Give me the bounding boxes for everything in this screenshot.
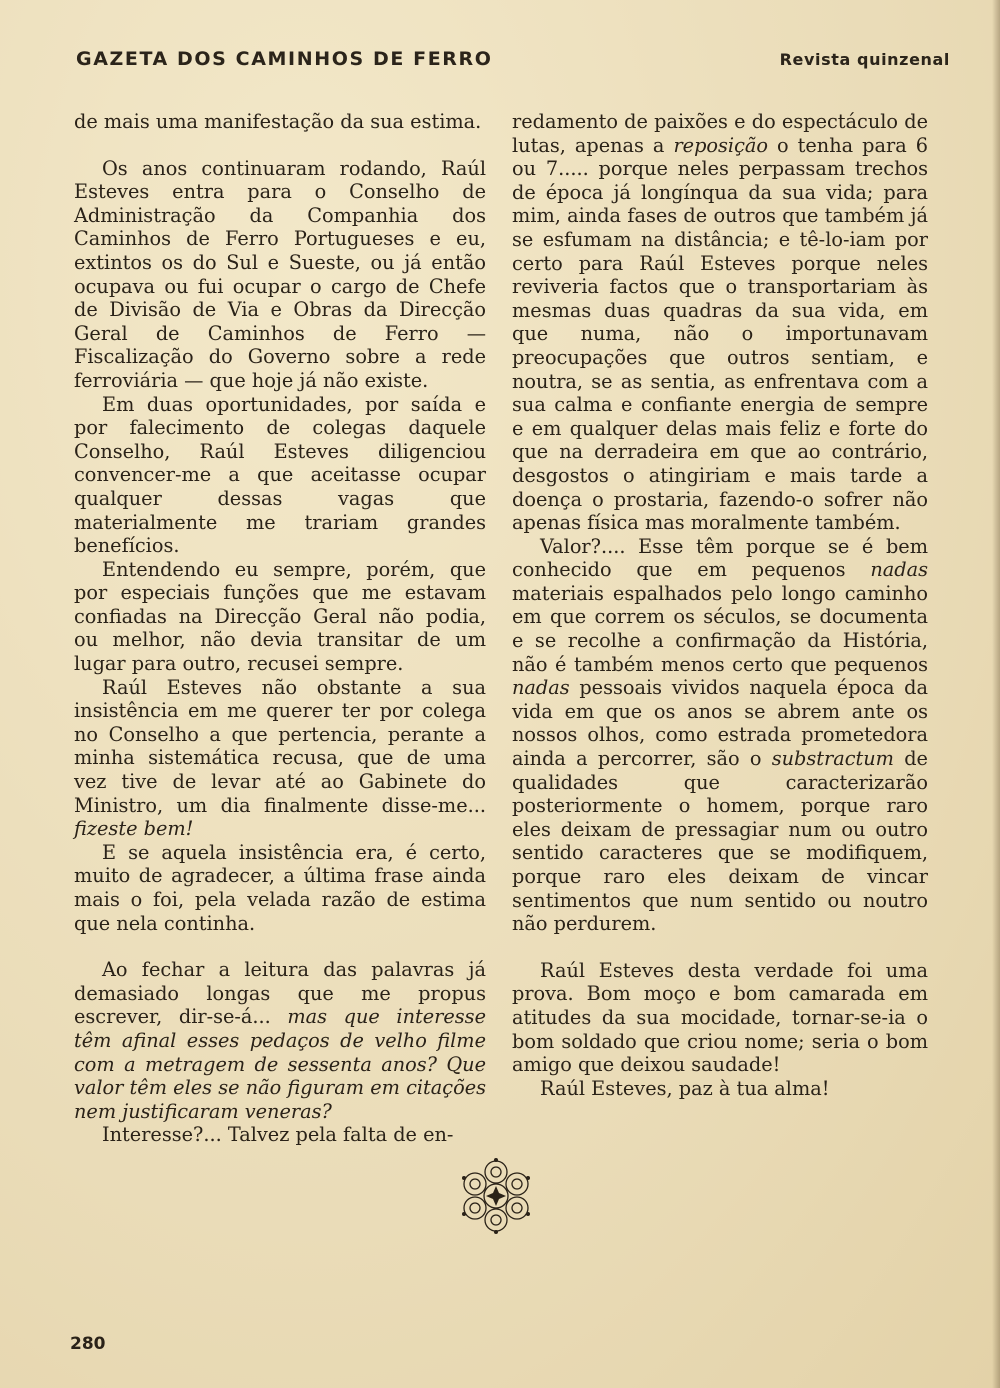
page-edge-shadow (992, 0, 1000, 1388)
text-run: pessoais vividos naquela época da vida em que os anos se abrem ante os nossos olhos, como estrada prometedora ainda a percorrer, são o (512, 676, 928, 771)
paragraph: Entendendo eu sempre, porém, que por especiais funções que me estavam confiadas na Direcção Geral não podia, ou melhor, não devia transitar de um lugar para outro, recusei sempre. (74, 557, 486, 676)
paragraph: de mais uma manifestação da sua estima. (74, 110, 482, 133)
paragraph (512, 110, 928, 535)
italic-run: mas que interesse têm afinal esses pedaços de velho filme com a metragem de sessenta anos? Que valor têm eles se não figuram em citações nem justificaram veneras? (74, 1005, 486, 1123)
journal-title: GAZETA DOS CAMINHOS DE FERRO (76, 48, 493, 70)
right-column (512, 110, 928, 1100)
paragraph (74, 958, 486, 1123)
running-header (76, 48, 950, 78)
italic-run: substractum (771, 747, 894, 771)
paragraph: Raúl Esteves desta verdade foi uma prova. Bom moço e bom camarada em atitudes da sua mocidade, tornar-se-ia o bom soldado que criou nome; seria o bom amigo que deixou saudade! (512, 958, 928, 1077)
text-run: Valor?.... Esse têm porque se é bem conhecido que em pequenos (512, 534, 928, 582)
text-run: de qualidades que caracterizarão posteriormente o homem, porque raro eles deixam de pressagiar num ou outro sentido caracteres que se modifiquem, porque raro eles deixam de vincar sentimentos que num sentido ou noutro não perdurem. (512, 747, 928, 936)
paragraph: Raúl Esteves, paz à tua alma! (540, 1076, 830, 1100)
italic-run: nadas (512, 676, 570, 700)
italic-run: fizeste bem! (74, 817, 194, 841)
paragraph (512, 535, 928, 936)
paragraph: Interesse?... Talvez pela falta de en- (102, 1123, 454, 1147)
italic-run: reposição (673, 133, 768, 157)
paragraph: Em duas oportunidades, por saída e por falecimento de colegas daquele Conselho, Raúl Esteves diligenciou convencer-me a que aceitasse ocupar qualquer dessas vagas que materialmente me trariam grandes benefícios. (74, 392, 486, 558)
paragraph (74, 676, 486, 841)
paragraph: E se aquela insistência era, é certo, muito de agradecer, a última frase ainda mais o foi, pela velada razão de estima que nela continha. (74, 840, 486, 935)
text-run: o tenha para 6 ou 7..... porque neles perpassam trechos de época já longínqua da sua vida; para mim, ainda fases de outros que também já se esfumam na distância; e tê-lo-iam por certo para Raúl Esteves porque neles reviveria factos que o transportariam às mesmas duas quadras da sua vida, em que numa, não o importunavam preocupações que outros sentiam, e noutra, se as sentia, as enfrentava com a sua calma e confiante energia de sempre e em qualquer delas mais feliz e forte do que na derradeira em que ao contrário, desgostos o atingiriam e mais tarde a doença o prostaria, fazendo-o sofrer não apenas física mas moralmente também. (512, 133, 928, 535)
text-run: materiais espalhados pelo longo caminho em que correm os séculos, se documenta e se recolhe a confirmação da História, não é também menos certo que pequenos (512, 581, 928, 676)
text-run: redamento de paixões e do espectáculo de lutas, apenas a (512, 110, 928, 157)
journal-subtitle: Revista quinzenal (779, 50, 950, 69)
left-column (74, 110, 486, 1147)
page-number: 280 (70, 1334, 106, 1354)
ornament-rosette-icon (450, 1150, 542, 1242)
paragraph: Os anos continuaram rodando, Raúl Esteves entra para o Conselho de Administração da Companhia dos Caminhos de Ferro Portugueses e eu, extintos os do Sul e Sueste, ou já então ocupava ou fui ocupar o cargo de Chefe de Divisão de Via e Obras da Direcção Geral de Caminhos de Ferro — Fiscalização do Governo sobre a rede ferroviária — que hoje já não existe. (74, 156, 486, 392)
italic-run: nadas (870, 558, 928, 582)
text-run: Ao fechar a leitura das palavras já demasiado longas que me propus escrever, dir-se-á... (74, 958, 486, 1029)
text-run: Raúl Esteves não obstante a sua insistência em me querer ter por colega no Conselho a que pertencia, perante a minha sistemática recusa, que de uma vez tive de levar até ao Gabinete do Ministro, um dia finalmente disse-me... (74, 675, 486, 817)
